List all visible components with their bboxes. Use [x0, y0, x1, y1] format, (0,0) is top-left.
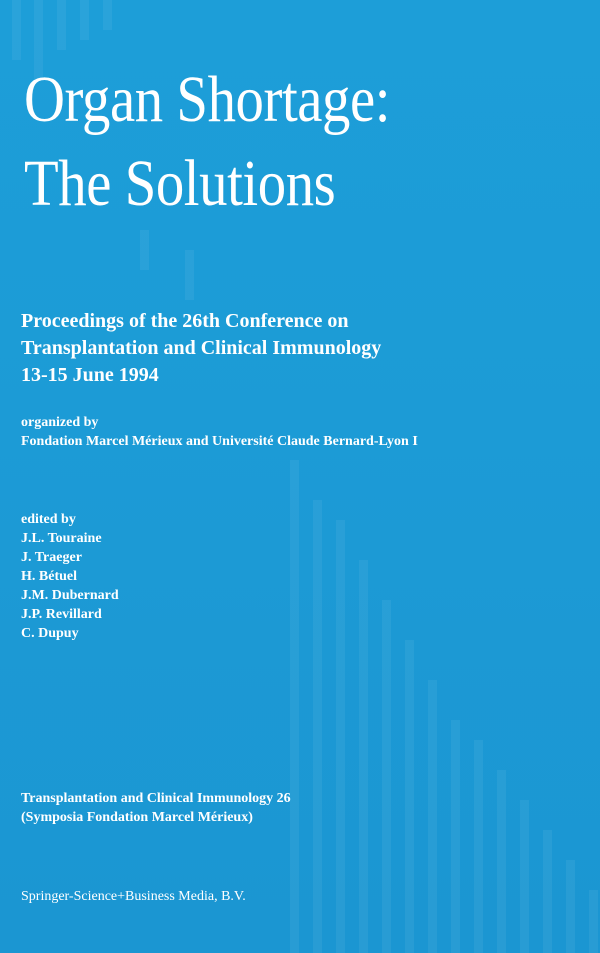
title-line-1: Organ Shortage: — [24, 63, 391, 136]
organized-by-label: organized by — [21, 415, 99, 430]
editor-name: J.M. Dubernard — [21, 588, 119, 603]
edited-by-label: edited by — [21, 512, 76, 527]
proceedings-line-1: Proceedings of the 26th Conference on — [21, 310, 349, 332]
proceedings-line-2: Transplantation and Clinical Immunology — [21, 337, 382, 359]
title-line-2: The Solutions — [24, 147, 336, 220]
proceedings-line-3: 13-15 June 1994 — [21, 364, 159, 386]
editor-name: C. Dupuy — [21, 626, 79, 641]
publisher-name: Springer-Science+Business Media, B.V. — [21, 889, 246, 904]
editor-name: J.P. Revillard — [21, 607, 102, 622]
organizers-block — [21, 413, 418, 451]
editor-name: J. Traeger — [21, 550, 82, 565]
editor-name: J.L. Touraine — [21, 531, 102, 546]
proceedings-text — [21, 308, 381, 389]
organizers-text: Fondation Marcel Mérieux and Université Claude Bernard-Lyon I — [21, 434, 418, 449]
series-block — [21, 789, 291, 827]
editors-block — [21, 510, 119, 643]
series-line-2: (Symposia Fondation Marcel Mérieux) — [21, 810, 253, 825]
series-line-1: Transplantation and Clinical Immunology 26 — [21, 791, 291, 806]
editor-name: H. Bétuel — [21, 569, 77, 584]
book-title — [24, 58, 390, 226]
